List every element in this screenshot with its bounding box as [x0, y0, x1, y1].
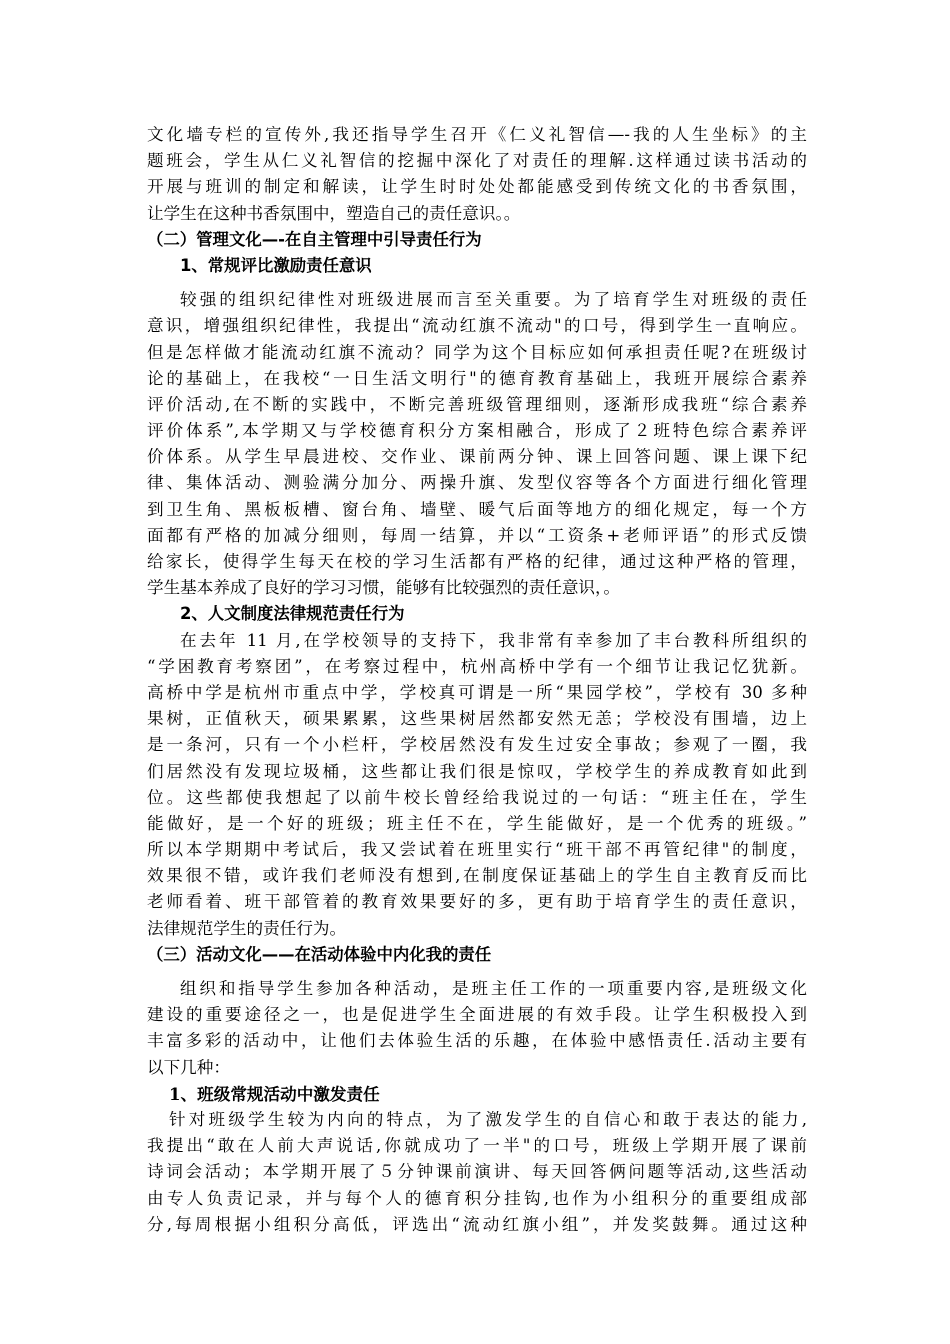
- paragraph-line: 是一条河，只有一个小栏杆，学校居然没有发生过安全事故；参观了一圈，我: [147, 735, 807, 755]
- subsection-heading-activity: 1、班级常规活动中激发责任: [169, 1083, 380, 1104]
- paragraph-line: 以下几种：: [147, 1057, 230, 1077]
- paragraph-line: 组织和指导学生参加各种活动，是班主任工作的一项重要内容,是班级文化: [180, 979, 807, 998]
- paragraph-line: 法律规范学生的责任行为。: [147, 918, 347, 938]
- paragraph-line: 果树，正值秋天，硕果累累，这些果树居然都安然无恙；学校没有围墙，边上: [147, 709, 807, 729]
- paragraph-line: 意识，增强组织纪律性，我提出“流动红旗不流动"的口号，得到学生一直响应。: [147, 316, 807, 336]
- paragraph-line: 建设的重要途径之一，也是促进学生全面进展的有效手段。让学生积极投入到: [147, 1005, 807, 1025]
- paragraph-line: 在去年 11 月,在学校领导的支持下，我非常有幸参加了丰台教科所组织的: [180, 630, 807, 650]
- subsection-heading-2: 2、人文制度法律规范责任行为: [180, 604, 405, 624]
- section-heading-2: （二）管理文化—-在自主管理中引导责任行为: [147, 229, 482, 249]
- paragraph-line: 能做好，是一个好的班级；班主任不在，学生能做好，是一个优秀的班级。”: [147, 813, 807, 833]
- subsection-heading-1: 1、常规评比激励责任意识: [180, 255, 372, 275]
- document-page: [147, 122, 807, 1238]
- paragraph-line: 但是怎样做才能流动红旗不流动？同学为这个目标应如何承担责任呢?在班级讨: [147, 342, 807, 362]
- paragraph-line: 让学生在这种书香氛围中，塑造自己的责任意识。。: [147, 203, 521, 223]
- section-heading-3: （三）活动文化——在活动体验中内化我的责任: [147, 944, 492, 964]
- paragraph-line: 由专人负责记录，并与每个人的德育积分挂钩,也作为小组积分的重要组成部: [147, 1188, 807, 1208]
- paragraph-line: 所以本学期期中考试后，我又尝试着在班里实行“班干部不再管纪律"的制度，: [147, 840, 807, 860]
- spacer: [147, 279, 807, 287]
- paragraph-line: 评价活动,在不断的实践中，不断完善班级管理细则，逐渐形成我班“综合素养: [147, 394, 807, 414]
- paragraph-line: 丰富多彩的活动中，让他们去体验生活的乐趣，在体验中感悟责任.活动主要有: [147, 1031, 807, 1051]
- paragraph-line: 较强的组织纪律性对班级进展而言至关重要。为了培育学生对班级的责任: [180, 290, 807, 310]
- spacer: [147, 968, 807, 976]
- paragraph-line: 到卫生角、黑板板槽、窗台角、墙壁、暖气后面等地方的细化规定，每一个方: [147, 499, 807, 519]
- paragraph-line: “学困教育考察团”，在考察过程中，杭州高桥中学有一个细节让我记忆犹新。: [147, 656, 807, 676]
- paragraph-line: 针对班级学生较为内向的特点，为了激发学生的自信心和敢于表达的能力,: [169, 1109, 807, 1129]
- paragraph-line: 文化墙专栏的宣传外,我还指导学生召开《仁义礼智信—-我的人生坐标》的主: [147, 125, 807, 144]
- paragraph-line: 律、集体活动、测验满分加分、两操升旗、发型仪容等各个方面进行细化管理: [147, 473, 807, 493]
- paragraph-line: 评价体系”,本学期又与学校德育积分方案相融合，形成了２班特色综合素养评: [147, 421, 807, 441]
- paragraph-line: 学生基本养成了良好的学习习惯，能够有比较强烈的责任意识，。: [147, 578, 620, 598]
- paragraph-line: 题班会，学生从仁义礼智信的挖掘中深化了对责任的理解.这样通过读书活动的: [147, 151, 807, 171]
- paragraph-line: 给家长，使得学生每天在校的学习生活都有严格的纪律，通过这种严格的管理，: [147, 552, 807, 571]
- paragraph-line: 们居然没有发现垃圾桶，这些都让我们很是惊叹，学校学生的养成教育如此到: [147, 761, 807, 781]
- paragraph-line: 老师看着、班干部管着的教育效果要好的多，更有助于培育学生的责任意识，: [147, 892, 807, 912]
- paragraph-line: 我提出“敢在人前大声说话,你就成功了一半"的口号，班级上学期开展了课前: [147, 1136, 807, 1156]
- paragraph-line: 面都有严格的加减分细则，每周一结算，并以“工资条+老师评语”的形式反馈: [147, 525, 807, 545]
- paragraph-line: 论的基础上，在我校“一日生活文明行"的德育教育基础上，我班开展综合素养: [147, 368, 807, 388]
- paragraph-line: 开展与班训的制定和解读，让学生时时处处都能感受到传统文化的书香氛围，: [147, 177, 807, 197]
- paragraph-line: 效果很不错，或许我们老师没有想到,在制度保证基础上的学生自主教育反而比: [147, 866, 807, 886]
- paragraph-line: 价体系。从学生早晨进校、交作业、课前两分钟、课上回答问题、课上课下纪: [147, 447, 807, 467]
- paragraph-line: 位。这些都使我想起了以前牛校长曾经给我说过的一句话：“班主任在，学生: [147, 787, 807, 807]
- paragraph-line: 高桥中学是杭州市重点中学，学校真可谓是一所“果园学校”，学校有 30 多种: [147, 682, 807, 702]
- paragraph-line: 诗词会活动；本学期开展了５分钟课前演讲、每天回答俩问题等活动,这些活动: [147, 1162, 807, 1182]
- paragraph-line: 分,每周根据小组积分高低，评选出“流动红旗小组”，并发奖鼓舞。通过这种: [147, 1214, 807, 1234]
